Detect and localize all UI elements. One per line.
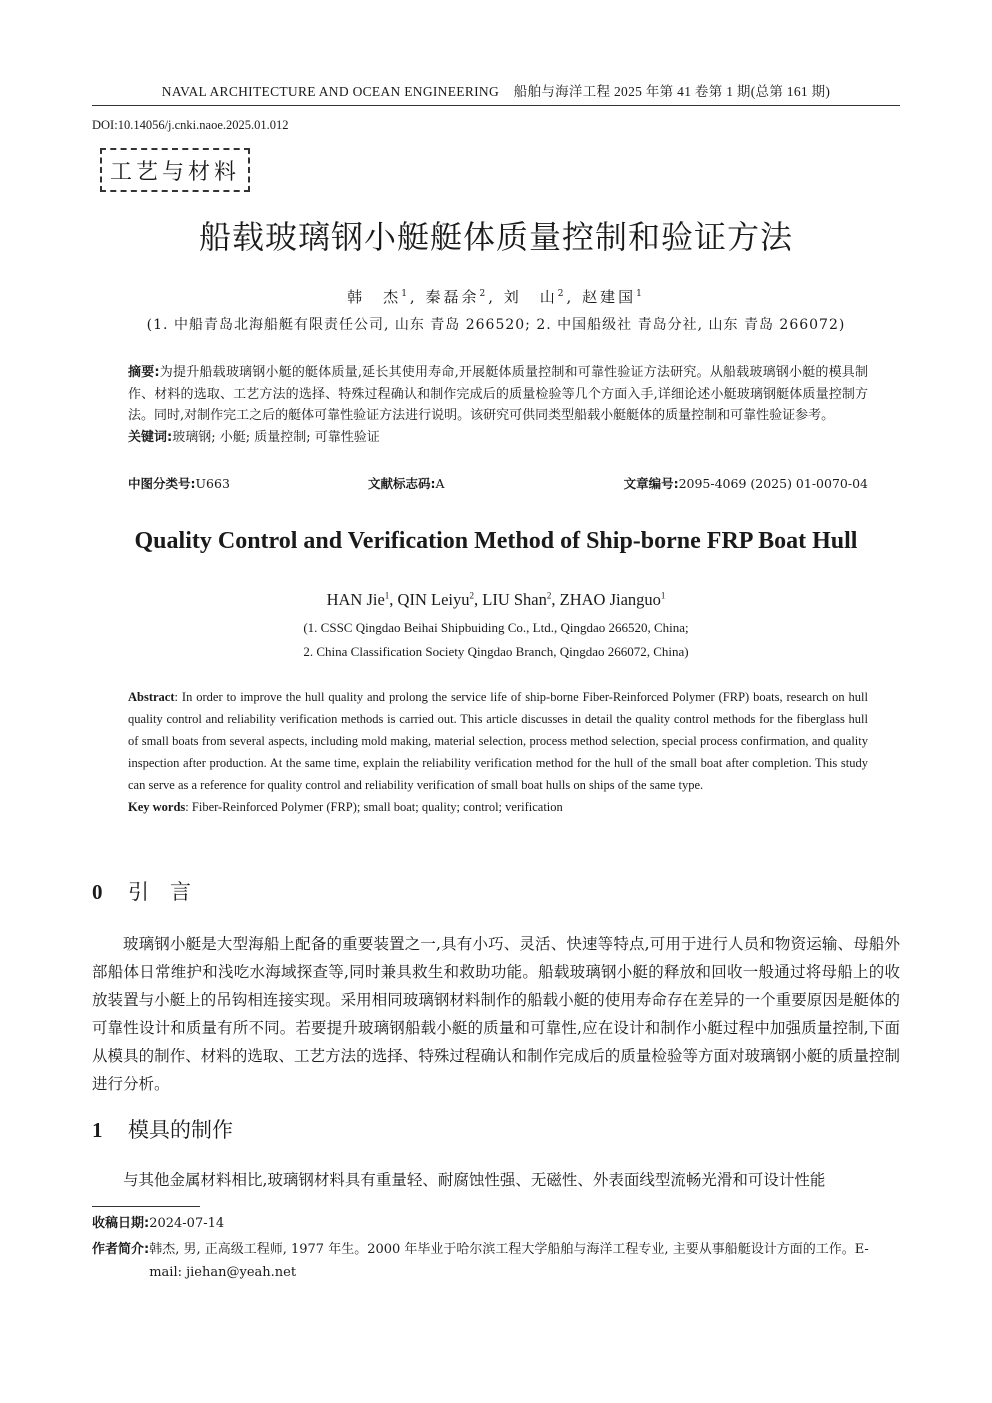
- en-keywords: Key words: Fiber-Reinforced Polymer (FRP); small boat; quality; control; verification: [128, 800, 563, 814]
- column-tag: 工艺与材料: [100, 148, 250, 192]
- author-aff-mark: 2: [469, 590, 474, 601]
- doc-code: [368, 474, 603, 492]
- received-date: 2024-07-14: [149, 1216, 225, 1231]
- author-aff-mark: 1: [384, 590, 390, 601]
- zh-keywords-text: 玻璃钢; 小艇; 质量控制; 可靠性验证: [172, 429, 380, 445]
- doc-code-label: 文献标志码:: [368, 476, 436, 491]
- en-abstract-text: In order to improve the hull quality and prolong the service life of ship-borne Fiber-Reinforced Polymer (FRP) boats, research on hull quality control and reliability verification methods is carried out. This article discusses in detail the quality control methods for the fiberglass hull of small boats from several aspects, including mold making, material selection, process method selection, special process confirmation, and quality inspection after production. At the same time, explain the reliability verification method for the hull of the small boat after completion. This study can serve as a reference for quality control and reliability verification of small boat hulls on ships of the same type.: [128, 690, 868, 792]
- en-affiliation-2: 2. China Classification Society Qingdao Branch, Qingdao 266072, China): [303, 644, 689, 659]
- section-title: 引 言: [128, 880, 191, 904]
- en-author-name: ZHAO Jianguo: [559, 590, 661, 609]
- received-label: 收稿日期:: [92, 1216, 150, 1231]
- en-author-name: LIU Shan: [482, 590, 547, 609]
- clc-label: 中图分类号:: [128, 476, 196, 491]
- author-aff-mark: 2: [557, 289, 567, 299]
- zh-author-name: 韩 杰: [347, 288, 402, 306]
- section-number: 0: [92, 880, 103, 904]
- section1-paragraph: [92, 1166, 900, 1194]
- zh-author-name: 秦磊余: [425, 288, 480, 306]
- running-head: NAVAL ARCHITECTURE AND OCEAN ENGINEERING 船舶与海洋工程 2025 年第 41 卷第 1 期(总第 161 期): [161, 84, 831, 99]
- zh-abstract-label: 摘要:: [128, 365, 160, 380]
- en-abstract: Abstract: In order to improve the hull quality and prolong the service life of ship-borne Fiber-Reinforced Polymer (FRP) boats, research on hull quality control and reliability verification methods is carried out. This article discusses in detail the quality control methods for the fiberglass hull of small boats from several aspects, including mold making, material selection, process method selection, special process confirmation, and quality inspection after production. At the same time, explain the reliability verification method for the hull of the small boat after completion. This study can serve as a reference for quality control and reliability verification of small boat hulls on ships of the same type.: [128, 690, 868, 792]
- en-author-name: QIN Leiyu: [397, 590, 470, 609]
- en-authors: HAN Jie$^1$, QIN Leiyu$^2$, LIU Shan$^2$, ZHAO Jianguo$^1$: [326, 590, 666, 609]
- zh-abstract-block: [128, 362, 868, 448]
- en-abstract-label: Abstract: [128, 690, 175, 704]
- en-author-name: HAN Jie: [326, 590, 385, 609]
- author-bio-label: 作者简介:: [92, 1242, 150, 1257]
- author-aff-mark: 1: [636, 289, 645, 299]
- zh-affiliations: (1. 中船青岛北海船艇有限责任公司, 山东 青岛 266520; 2. 中国船级社 青岛分社, 山东 青岛 266072): [146, 317, 846, 333]
- footnote-received: [92, 1212, 900, 1235]
- en-title: Quality Control and Verification Method of Ship-borne FRP Boat Hull: [134, 528, 858, 554]
- classification-row: [128, 474, 868, 492]
- zh-abstract-text: 为提升船载玻璃钢小艇的艇体质量,延长其使用寿命,开展艇体质量控制和可靠性验证方法研究。从船载玻璃钢小艇的模具制作、材料的选取、工艺方法的选择、特殊过程确认和制作完成后的质量检验等几个方面入手,详细论述小艇玻璃钢艇体质量控制方法。同时,对制作完工之后的艇体可靠性验证方法进行说明。该研究可供同类型船载小艇艇体的质量控制和可靠性验证参考。: [128, 365, 869, 423]
- en-abstract-block: [128, 686, 868, 818]
- zh-abstract: [128, 362, 868, 427]
- article-no-value: 2095-4069 (2025) 01-0070-04: [678, 476, 868, 491]
- paragraph: 玻璃钢小艇是大型海船上配备的重要装置之一,具有小巧、灵活、快速等特点,可用于进行人员和物资运输、母船外部船体日常维护和浅吃水海域探查等,同时兼具救生和救助功能。船载玻璃钢小艇的释放和回收一般通过将母船上的收放装置与小艇上的吊钩相连接实现。采用相同玻璃钢材料制作的船载小艇的使用寿命存在差异的一个重要原因是艇体的可靠性设计和质量有所不同。若要提升玻璃钢船载小艇的质量和可靠性,应在设计和制作小艇过程中加强质量控制,下面从模具的制作、材料的选取、工艺方法的选择、特殊过程确认和制作完成后的质量检验等方面对玻璃钢小艇的质量控制进行分析。: [92, 935, 900, 1093]
- zh-keywords-label: 关键词:: [128, 429, 173, 445]
- en-keywords-text: Fiber-Reinforced Polymer (FRP); small boat; quality; control; verification: [191, 800, 563, 814]
- author-aff-mark: 1: [401, 289, 410, 299]
- section-heading-intro: [92, 876, 191, 906]
- doc-code-value: A: [435, 476, 445, 491]
- clc: [128, 474, 368, 492]
- paragraph: 与其他金属材料相比,玻璃钢材料具有重量轻、耐腐蚀性强、无磁性、外表面线型流畅光滑和可设计性能: [123, 1171, 826, 1189]
- author-bio-text: 韩杰, 男, 正高级工程师, 1977 年生。2000 年毕业于哈尔滨工程大学船舶与海洋工程专业, 主要从事船艇设计方面的工作。E-mail: jiehan@yeah.net: [149, 1242, 869, 1280]
- intro-paragraph: [92, 930, 900, 1098]
- zh-authors: 韩 杰$^1$, 秦磊余$^2$, 刘 山$^2$, 赵建国$^1$: [347, 288, 645, 306]
- section-number: 1: [92, 1118, 103, 1142]
- en-keywords-label: Key words: [128, 800, 186, 814]
- zh-keywords: [128, 427, 868, 449]
- article-no: [603, 474, 868, 492]
- zh-title: 船载玻璃钢小艇艇体质量控制和验证方法: [198, 218, 793, 256]
- zh-author-name: 刘 山: [503, 288, 558, 306]
- section-title: 模具的制作: [128, 1118, 233, 1142]
- footnote-author: [92, 1238, 900, 1284]
- author-aff-mark: 2: [546, 590, 552, 601]
- article-no-label: 文章编号:: [623, 476, 679, 491]
- zh-author-name: 赵建国: [582, 288, 637, 306]
- footnote-rule: [92, 1206, 200, 1207]
- en-affiliation-1: (1. CSSC Qingdao Beihai Shipbuiding Co., Ltd., Qingdao 266520, China;: [303, 620, 689, 635]
- author-aff-mark: 2: [479, 289, 489, 299]
- section-heading-1: [92, 1114, 233, 1144]
- clc-value: U663: [195, 476, 230, 491]
- doi: DOI:10.14056/j.cnki.naoe.2025.01.012: [92, 118, 289, 132]
- author-aff-mark: 1: [660, 590, 666, 601]
- header-rule: [92, 105, 900, 106]
